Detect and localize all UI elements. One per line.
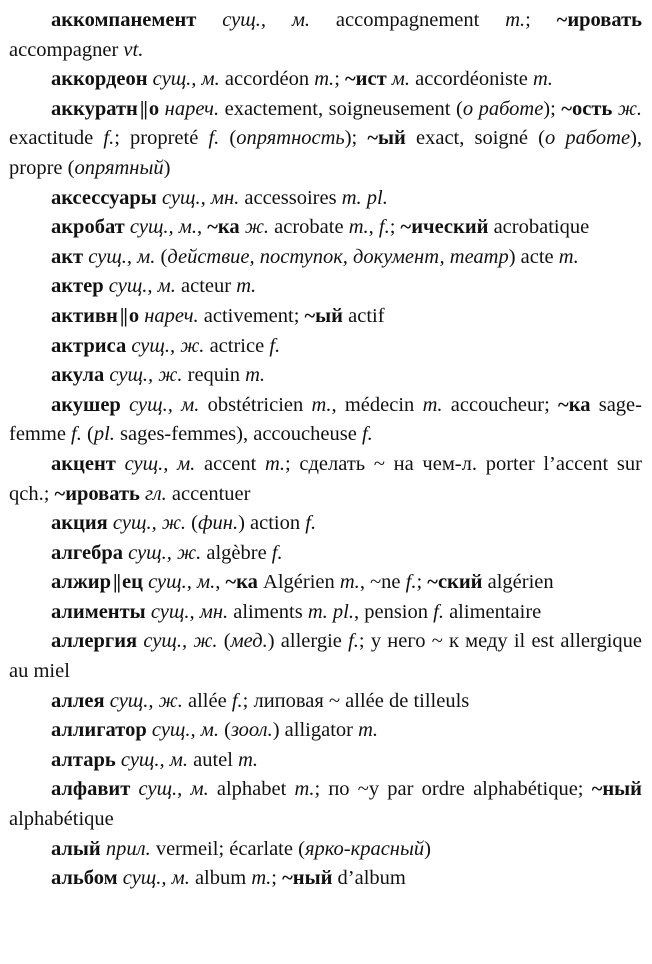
dictionary-entry [9,568,642,598]
translation-text [116,453,125,475]
grammar-label: мед. [230,630,268,653]
grammar-label: m. [348,216,369,239]
grammar-label: сущ., ж. [143,630,218,653]
headword: ~ка [558,393,591,416]
translation-text: ; [389,216,401,239]
headword: алый [51,837,101,860]
translation-text: ) acte [508,245,559,268]
grammar-label: сущ., м. [151,719,219,742]
grammar-label: сущ., ж. [128,541,202,564]
grammar-label: сущ., ж. [109,689,183,712]
translation-text: , [368,216,379,239]
translation-text: ); [543,97,562,120]
dictionary-entry [9,95,642,184]
grammar-label: сущ., м. [138,778,209,801]
headword: альбом [51,867,118,890]
headword: ~ка [225,571,258,594]
translation-text: accessoires [239,186,342,209]
translation-text: acrobatique [488,216,590,239]
dictionary-entry [9,716,642,746]
dictionary-entry [9,361,642,391]
headword: аллергия [51,630,138,653]
translation-text: ; [416,571,428,594]
grammar-label: m. [505,9,526,31]
headword: алжир [51,571,112,594]
translation-text: actrice [204,334,270,357]
grammar-label: f. [71,423,82,446]
grammar-label: сущ., м. [124,452,196,475]
grammar-label: нареч. [164,97,220,120]
dictionary-entry [9,627,642,686]
stem-separator: || [113,571,121,594]
translation-text: ) allergie [267,630,349,653]
headword: ~ный [591,778,642,801]
grammar-label: m. [532,68,553,91]
grammar-label: f. [208,127,220,150]
translation-text: vermeil; écarlate ( [150,837,305,860]
translation-text: activement; [198,304,305,327]
headword: активн [51,304,118,327]
grammar-label: о работе [462,97,544,120]
grammar-label: vt. [123,38,144,61]
headword: алгебра [51,541,123,564]
headword: ~ический [400,216,489,239]
stem-separator: || [139,97,147,120]
headword: акт [51,245,84,268]
dictionary-entry [9,450,642,509]
dictionary-entry [9,332,642,362]
translation-text: ), propre ( [9,127,643,179]
grammar-label: сущ., м. [152,68,220,91]
grammar-label: сущ., м. [108,275,176,298]
translation-text: accompagnement [310,9,506,31]
grammar-label: сущ., м. [148,571,216,594]
translation-text: exact, soigné ( [405,127,545,150]
translation-text: ; по ~у par ordre alphabétique; [314,778,592,801]
grammar-label: ярко-красный [304,837,425,860]
headword: алименты [51,600,146,623]
headword: о [128,304,140,327]
grammar-label: действие, поступок, документ, театр [167,245,509,268]
grammar-label: f. [348,630,359,653]
translation-text: ( [186,512,198,535]
dictionary-entry [9,746,642,776]
grammar-label: m. [339,571,360,594]
grammar-label: ж. [244,216,270,239]
headword: ~ный [282,867,333,890]
headword: акушер [51,393,121,416]
grammar-label: pl. [93,423,115,446]
translation-text: exactitude [9,127,104,150]
translation-text: ) [424,837,431,860]
grammar-label: сущ., м. [120,748,188,771]
grammar-label: f. [433,600,444,623]
translation-text: , ~ne [359,571,406,594]
translation-text: accordéon [219,68,315,91]
translation-text: accentuer [166,482,251,505]
grammar-label: m. pl. [307,600,354,623]
grammar-label: f. [305,512,317,535]
grammar-label: сущ., м. [122,867,190,890]
translation-text: algèbre [201,541,272,564]
dictionary-entry [9,835,642,865]
grammar-label: сущ., ж. [109,364,183,387]
dictionary-entry [9,539,642,569]
dictionary-entry [9,243,642,273]
translation-text: album [189,867,252,890]
translation-text: aliments [228,600,308,623]
headword: акула [51,364,105,387]
translation-text: ( [218,719,231,742]
translation-text: accompagner [9,38,124,61]
translation-text: allée [182,689,232,712]
translation-text: accoucheur; [442,393,559,416]
dictionary-entry [9,864,642,894]
dictionary-entry [9,509,642,539]
dictionary-entry [9,302,642,332]
grammar-label: ж. [617,97,643,120]
grammar-label: f. [378,216,390,239]
headword: ~ский [427,571,483,594]
headword: аккуратн [51,97,138,120]
translation-text: actif [343,304,385,327]
headword: аккордеон [51,68,148,91]
translation-text: accent [195,452,266,475]
translation-text: acteur [175,275,237,298]
grammar-label: сущ., мн. [150,600,229,623]
translation-text: alphabétique [9,808,114,831]
grammar-label: m. [314,68,335,91]
headword: аксессуары [51,186,157,209]
headword: ~ировать [54,482,140,505]
translation-text: ) alligator [272,719,359,742]
headword: алтарь [51,748,116,771]
grammar-label: сущ., мн. [161,186,240,209]
translation-text: ; [334,68,346,91]
translation-text: ; у него ~ к меду il est allergique au miel [9,630,643,683]
translation-text: ); [344,127,368,150]
translation-text: requin [182,364,246,387]
dictionary-entry [9,65,642,95]
grammar-label: фин. [197,512,239,535]
translation-text: , [197,216,208,239]
translation-text: accordéoniste [410,68,533,91]
grammar-label: сущ., м. [129,216,198,239]
translation-text: Algérien [257,571,340,594]
grammar-label: сущ., м. [129,393,200,416]
translation-text: , [215,571,226,594]
headword: ец [122,571,143,594]
translation-text: obstétricien [199,393,312,416]
grammar-label: f. [271,541,283,564]
headword: акробат [51,216,125,239]
dictionary-entry [9,6,642,65]
grammar-label: опрятный [74,156,164,179]
headword: о [148,97,160,120]
translation-text [196,9,222,31]
headword: актер [51,275,104,298]
translation-text: ; propreté [114,127,209,150]
headword: ~ый [367,127,406,150]
translation-text: ( [217,630,231,653]
grammar-label: m. [236,275,257,298]
grammar-label: m. [311,393,332,416]
grammar-label: f. [231,689,243,712]
translation-text: ( [81,423,94,446]
stem-separator: || [119,304,127,327]
grammar-label: сущ., ж. [131,334,205,357]
grammar-label: зоол. [230,719,273,742]
grammar-label: m. [265,452,285,475]
grammar-label: m. [294,778,315,801]
grammar-label: сущ., м. [88,245,156,268]
translation-text: ) action [238,512,306,535]
dictionary-entry [9,213,642,243]
translation-text: , pension [353,600,434,623]
grammar-label: f. [405,571,417,594]
grammar-label: сущ., ж. [112,512,187,535]
translation-text: acrobate [269,216,349,239]
dictionary-entry [9,775,642,834]
translation-text: , médecin [331,393,423,416]
grammar-label: m. [238,748,259,771]
translation-text [130,778,138,800]
headword: ~ист [345,68,387,91]
grammar-label: m. pl. [341,186,388,209]
grammar-label: нареч. [144,304,199,327]
headword: ~ый [304,304,343,327]
dictionary-entry [9,391,642,450]
translation-text: algérien [482,571,554,594]
translation-text: autel [188,748,239,771]
translation-text: ( [219,127,237,150]
dictionary-entry [9,598,642,628]
headword: актриса [51,334,127,357]
translation-text: ; [271,867,283,890]
grammar-label: прил. [105,837,151,860]
translation-text [121,394,129,416]
grammar-label: м. [391,68,410,91]
headword: акцент [51,452,116,475]
dictionary-entry [9,272,642,302]
headword: аллигатор [51,719,147,742]
grammar-label: f. [269,334,281,357]
headword: ~ка [207,216,240,239]
grammar-label: m. [422,393,443,416]
translation-text: exactement, soigneusement ( [219,97,463,120]
headword: аккомпанемент [51,9,197,31]
translation-text: ) [163,156,171,179]
translation-text: d’album [332,867,406,890]
translation-text: ( [155,245,168,268]
grammar-label: m. [358,719,379,742]
grammar-label: f. [361,423,373,446]
headword: алфавит [51,778,131,801]
headword: аллея [51,689,105,712]
translation-text: sages-femmes), accoucheuse [114,423,362,446]
translation-text: sage-femme [9,393,642,446]
translation-text: alimentaire [443,600,542,623]
dictionary-entry [9,184,642,214]
grammar-label: о работе [544,127,631,150]
grammar-label: сущ., м. [222,9,311,31]
grammar-label: f. [103,127,115,150]
headword: акция [51,512,108,535]
headword: ~ость [561,97,613,120]
headword: ~ировать [556,9,642,31]
translation-text: ; липовая ~ allée de tilleuls [242,689,470,712]
grammar-label: m. [251,867,272,890]
grammar-label: m. [245,364,266,387]
grammar-label: опрятность [236,127,345,150]
translation-text: alphabet [208,778,295,801]
grammar-label: m. [558,245,579,268]
dictionary-entry [9,687,642,717]
translation-text: ; сделать ~ на чем-л. porter l’accent sur qch.; [9,452,642,505]
translation-text: ; [525,9,557,31]
grammar-label: гл. [145,482,167,505]
